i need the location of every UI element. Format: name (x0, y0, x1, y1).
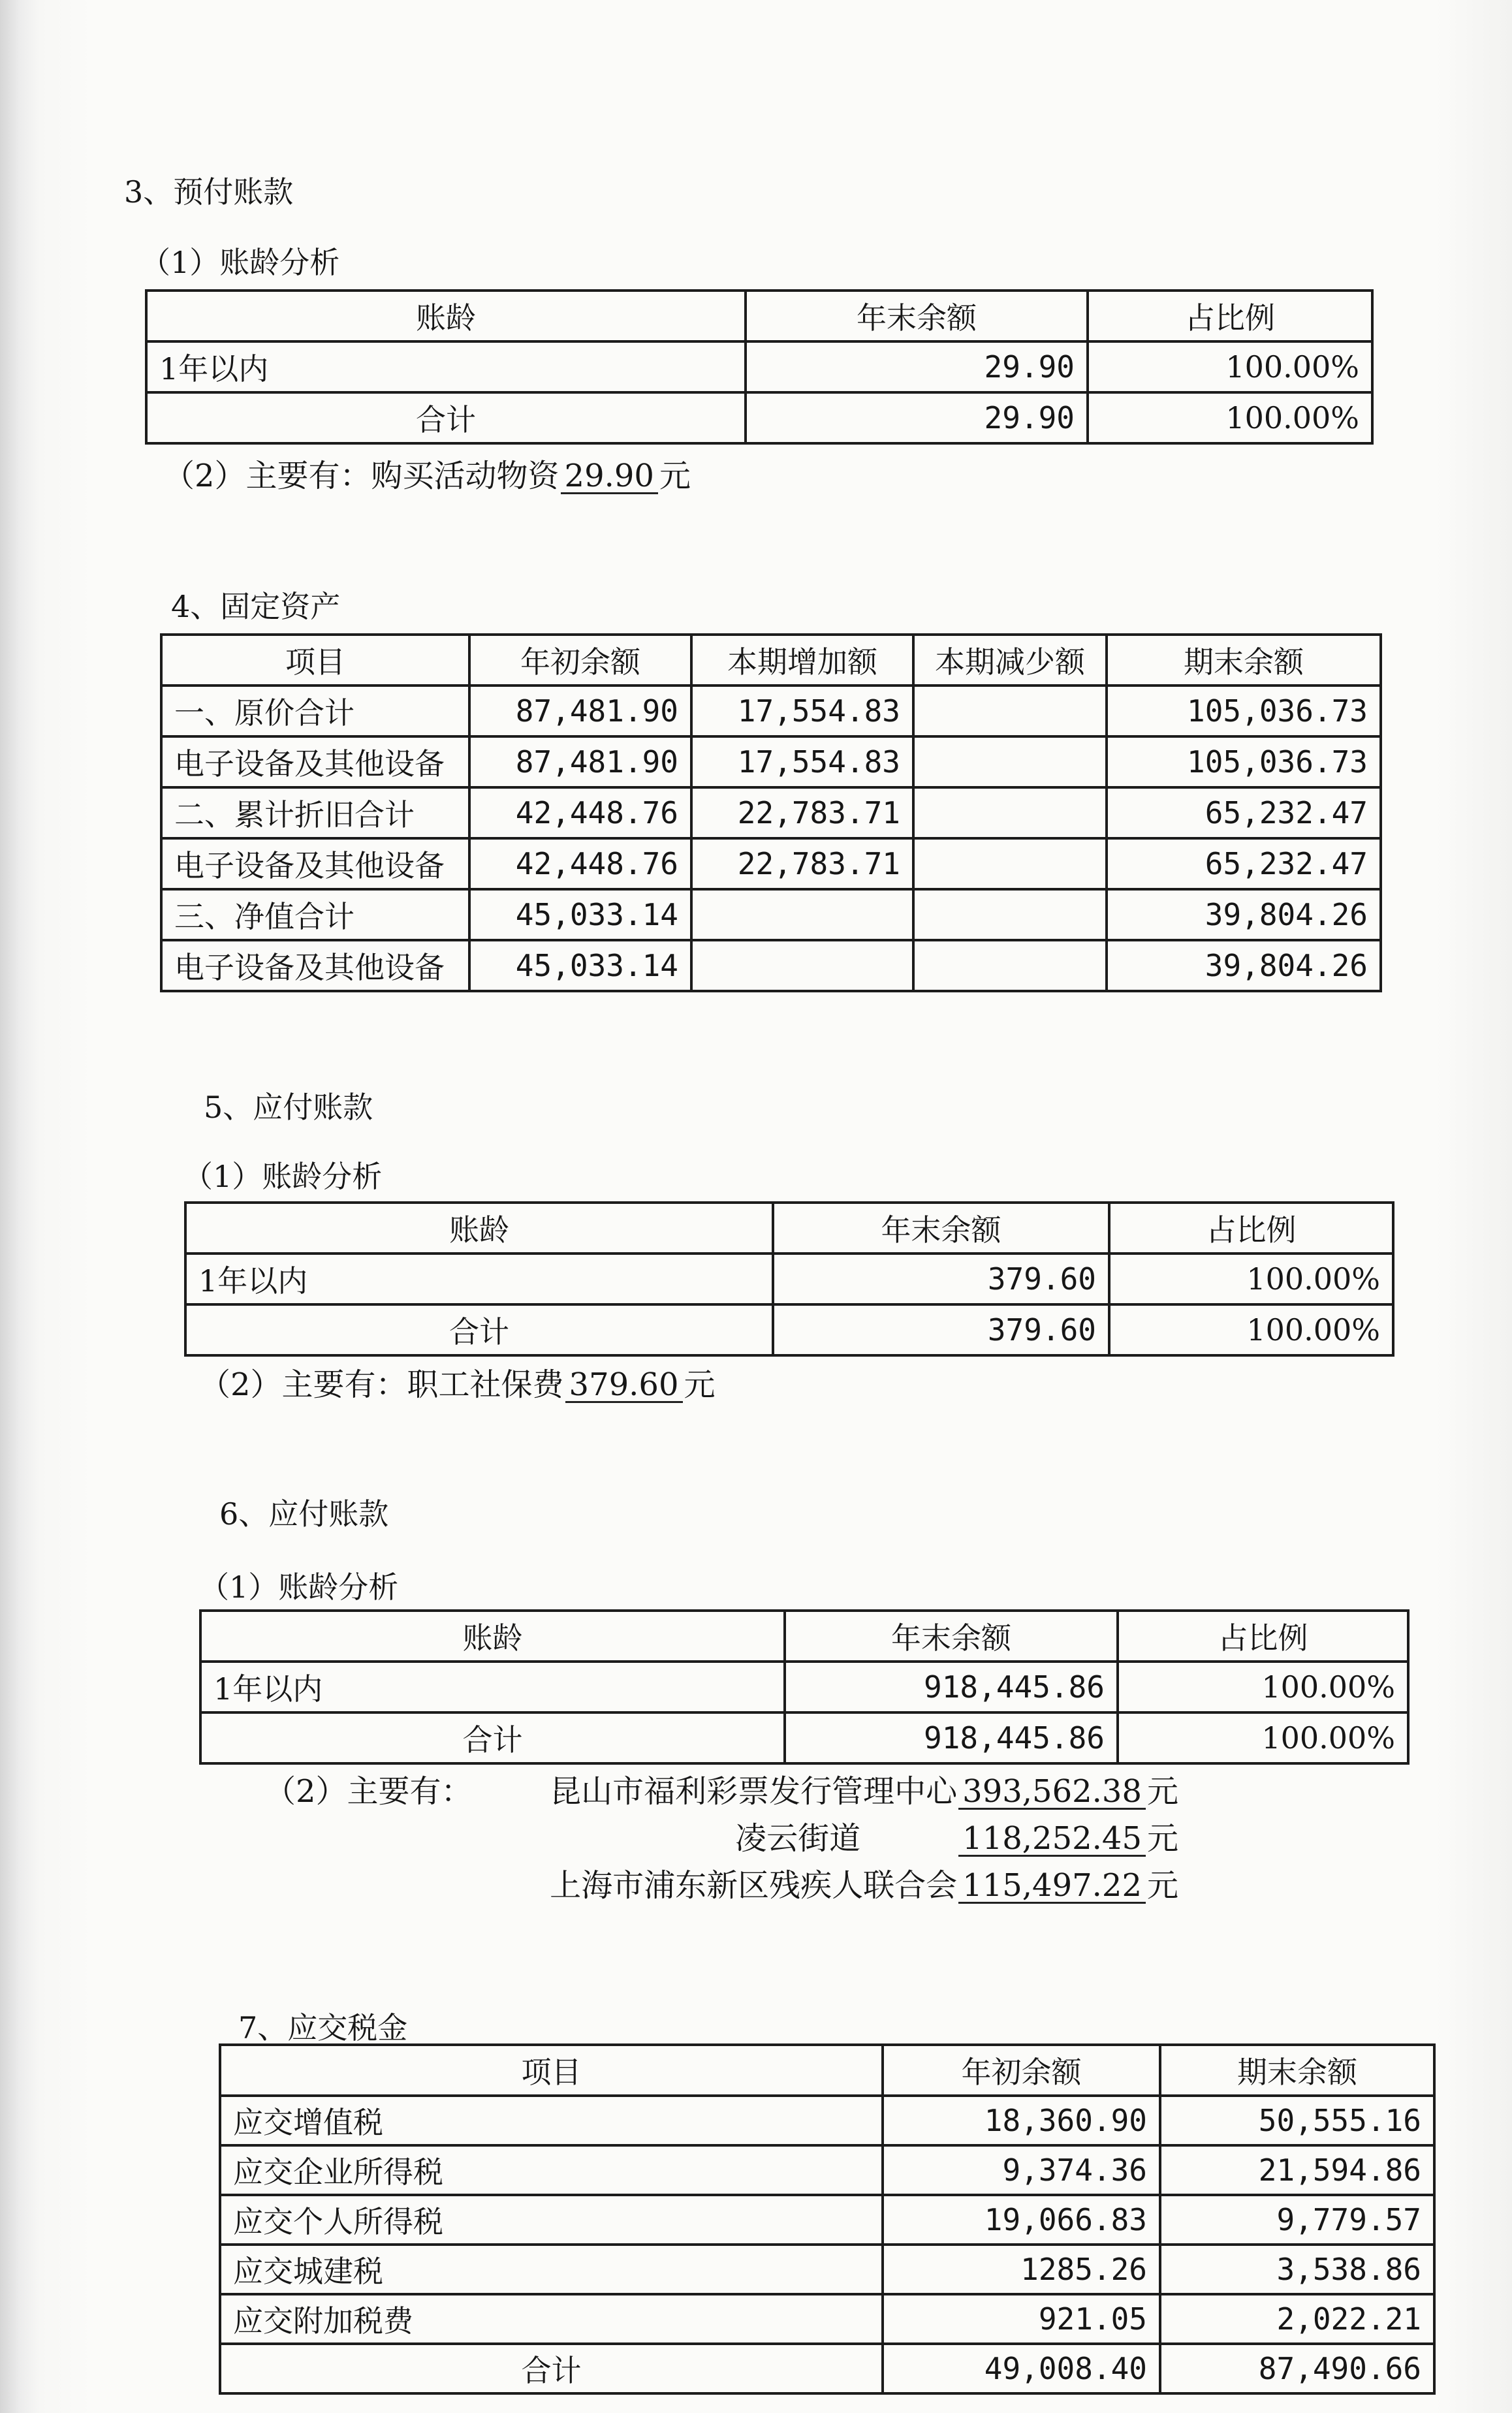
header-opening-balance: 年初余额 (469, 635, 691, 686)
amount-cell: 1285.26 (883, 2245, 1160, 2294)
s3-main-item-note (163, 450, 691, 496)
header-year-end-balance: 年末余额 (746, 291, 1088, 341)
amount-cell: 29.90 (746, 341, 1088, 392)
amount-cell: 39,804.26 (1107, 940, 1381, 991)
note-prefix: （2）主要有：职工社保费 (199, 1366, 564, 1403)
table-row (200, 1662, 1408, 1712)
total-label-cell: 合计 (185, 1304, 773, 1355)
header-item: 项目 (161, 635, 469, 686)
section-7-title: 7、应交税金 (238, 2010, 408, 2045)
amount-cell: 22,783.71 (691, 838, 913, 889)
table-row (161, 940, 1381, 991)
amount-cell: 50,555.16 (1160, 2096, 1434, 2145)
note-unit: 元 (1146, 1820, 1178, 1857)
amount-cell: 918,445.86 (785, 1662, 1118, 1712)
tax-item-cell: 应交城建税 (220, 2245, 883, 2294)
table-row (220, 2096, 1434, 2145)
ratio-cell: 100.00% (1109, 1254, 1393, 1304)
amount-cell: 18,360.90 (883, 2096, 1160, 2145)
tax-item-cell: 应交增值税 (220, 2096, 883, 2145)
amount-cell: 39,804.26 (1107, 889, 1381, 940)
table-header-row (200, 1611, 1408, 1662)
table-row (146, 341, 1372, 392)
header-closing-balance: 期末余额 (1160, 2045, 1434, 2096)
note-line (735, 1813, 1178, 1858)
note-amount: 29.90 (561, 460, 658, 494)
table-row (220, 2245, 1434, 2294)
ratio-cell: 100.00% (1118, 1662, 1408, 1712)
header-opening-balance: 年初余额 (883, 2045, 1160, 2096)
header-aging: 账龄 (200, 1611, 785, 1662)
header-year-end-balance: 年末余额 (773, 1203, 1109, 1254)
s6-aging-table (199, 1609, 1410, 1765)
amount-cell: 21,594.86 (1160, 2145, 1434, 2195)
amount-cell: 379.60 (773, 1304, 1109, 1355)
note-amount: 379.60 (565, 1368, 683, 1403)
item-cell: 三、净值合计 (161, 889, 469, 940)
note-unit: 元 (1146, 1773, 1178, 1810)
table-row (185, 1304, 1393, 1355)
table-header-row (220, 2045, 1434, 2096)
amount-cell: 3,538.86 (1160, 2245, 1434, 2294)
amount-cell: 22,783.71 (691, 787, 913, 838)
s4-fixed-assets-table (160, 633, 1382, 992)
amount-cell: 42,448.76 (469, 787, 691, 838)
item-cell: 电子设备及其他设备 (161, 940, 469, 991)
section-6-title: 6、应付账款 (219, 1496, 389, 1532)
table-row (220, 2145, 1434, 2195)
amount-cell (691, 940, 913, 991)
tax-item-cell: 应交附加税费 (220, 2294, 883, 2344)
creditor-name: 凌云街道 (735, 1820, 861, 1857)
amount-cell: 45,033.14 (469, 889, 691, 940)
table-row (146, 392, 1372, 443)
amount-cell: 87,481.90 (469, 686, 691, 736)
table-row (185, 1254, 1393, 1304)
amount-cell: 921.05 (883, 2294, 1160, 2344)
header-ratio: 占比例 (1118, 1611, 1408, 1662)
header-aging: 账龄 (146, 291, 746, 341)
amount-cell: 65,232.47 (1107, 838, 1381, 889)
amount-cell (913, 838, 1107, 889)
creditor-name: 昆山市福利彩票发行管理中心 (550, 1773, 958, 1810)
aging-cell: 1年以内 (185, 1254, 773, 1304)
amount-cell: 9,779.57 (1160, 2195, 1434, 2245)
ratio-cell: 100.00% (1109, 1304, 1393, 1355)
amount-cell (691, 889, 913, 940)
amount-cell: 65,232.47 (1107, 787, 1381, 838)
amount-cell: 45,033.14 (469, 940, 691, 991)
total-label-cell: 合计 (200, 1712, 785, 1763)
note-unit: 元 (1146, 1867, 1178, 1904)
header-decrease: 本期减少额 (913, 635, 1107, 686)
note-amount: 393,562.38 (958, 1775, 1146, 1810)
section-5-subtitle: （1）账龄分析 (183, 1159, 383, 1194)
amount-cell: 87,481.90 (469, 736, 691, 787)
table-row (161, 736, 1381, 787)
table-row (161, 686, 1381, 736)
s5-main-item-note (199, 1359, 716, 1404)
s7-taxes-payable-table (219, 2043, 1436, 2395)
section-3-title: 3、预付账款 (124, 174, 294, 210)
note-prefix: （2）主要有：购买活动物资 (163, 458, 559, 494)
tax-item-cell: 应交个人所得税 (220, 2195, 883, 2245)
amount-cell (913, 940, 1107, 991)
table-row (161, 889, 1381, 940)
section-6-subtitle: （1）账龄分析 (199, 1569, 399, 1605)
note-amount: 115,497.22 (958, 1869, 1146, 1904)
aging-cell: 1年以内 (146, 341, 746, 392)
header-ratio: 占比例 (1109, 1203, 1393, 1254)
note-unit: 元 (684, 1366, 716, 1403)
header-item: 项目 (220, 2045, 883, 2096)
amount-cell: 17,554.83 (691, 736, 913, 787)
item-cell: 电子设备及其他设备 (161, 736, 469, 787)
table-row (161, 838, 1381, 889)
table-row (161, 787, 1381, 838)
header-increase: 本期增加额 (691, 635, 913, 686)
amount-cell: 19,066.83 (883, 2195, 1160, 2245)
table-header-row (161, 635, 1381, 686)
table-row (220, 2294, 1434, 2344)
amount-cell (913, 889, 1107, 940)
note-line (550, 1766, 1178, 1811)
amount-cell: 17,554.83 (691, 686, 913, 736)
note-unit: 元 (659, 458, 691, 494)
amount-cell: 2,022.21 (1160, 2294, 1434, 2344)
amount-cell: 49,008.40 (883, 2344, 1160, 2393)
creditor-name: 上海市浦东新区残疾人联合会 (550, 1867, 958, 1904)
section-3-subtitle: （1）账龄分析 (140, 245, 340, 280)
header-ratio: 占比例 (1088, 291, 1372, 341)
ratio-cell: 100.00% (1118, 1712, 1408, 1763)
section-4-title: 4、固定资产 (171, 589, 341, 624)
amount-cell: 42,448.76 (469, 838, 691, 889)
item-cell: 电子设备及其他设备 (161, 838, 469, 889)
aging-cell: 1年以内 (200, 1662, 785, 1712)
table-row (220, 2344, 1434, 2393)
amount-cell: 87,490.66 (1160, 2344, 1434, 2393)
amount-cell: 105,036.73 (1107, 686, 1381, 736)
amount-cell (913, 787, 1107, 838)
ratio-cell: 100.00% (1088, 392, 1372, 443)
note-amount: 118,252.45 (958, 1822, 1146, 1857)
s3-aging-table (145, 289, 1374, 445)
amount-cell: 379.60 (773, 1254, 1109, 1304)
amount-cell: 105,036.73 (1107, 736, 1381, 787)
item-cell: 一、原价合计 (161, 686, 469, 736)
amount-cell: 918,445.86 (785, 1712, 1118, 1763)
note-prefix: （2）主要有： (264, 1773, 473, 1810)
amount-cell: 9,374.36 (883, 2145, 1160, 2195)
table-row (220, 2195, 1434, 2245)
amount-cell: 29.90 (746, 392, 1088, 443)
total-label-cell: 合计 (220, 2344, 883, 2393)
section-5-title: 5、应付账款 (204, 1090, 373, 1125)
s5-aging-table (184, 1201, 1394, 1357)
header-closing-balance: 期末余额 (1107, 635, 1381, 686)
tax-item-cell: 应交企业所得税 (220, 2145, 883, 2195)
header-year-end-balance: 年末余额 (785, 1611, 1118, 1662)
total-label-cell: 合计 (146, 392, 746, 443)
item-cell: 二、累计折旧合计 (161, 787, 469, 838)
s6-main-items-note (264, 1766, 1178, 1923)
note-line (550, 1860, 1178, 1905)
table-header-row (146, 291, 1372, 341)
amount-cell (913, 686, 1107, 736)
header-aging: 账龄 (185, 1203, 773, 1254)
table-header-row (185, 1203, 1393, 1254)
table-row (200, 1712, 1408, 1763)
amount-cell (913, 736, 1107, 787)
ratio-cell: 100.00% (1088, 341, 1372, 392)
